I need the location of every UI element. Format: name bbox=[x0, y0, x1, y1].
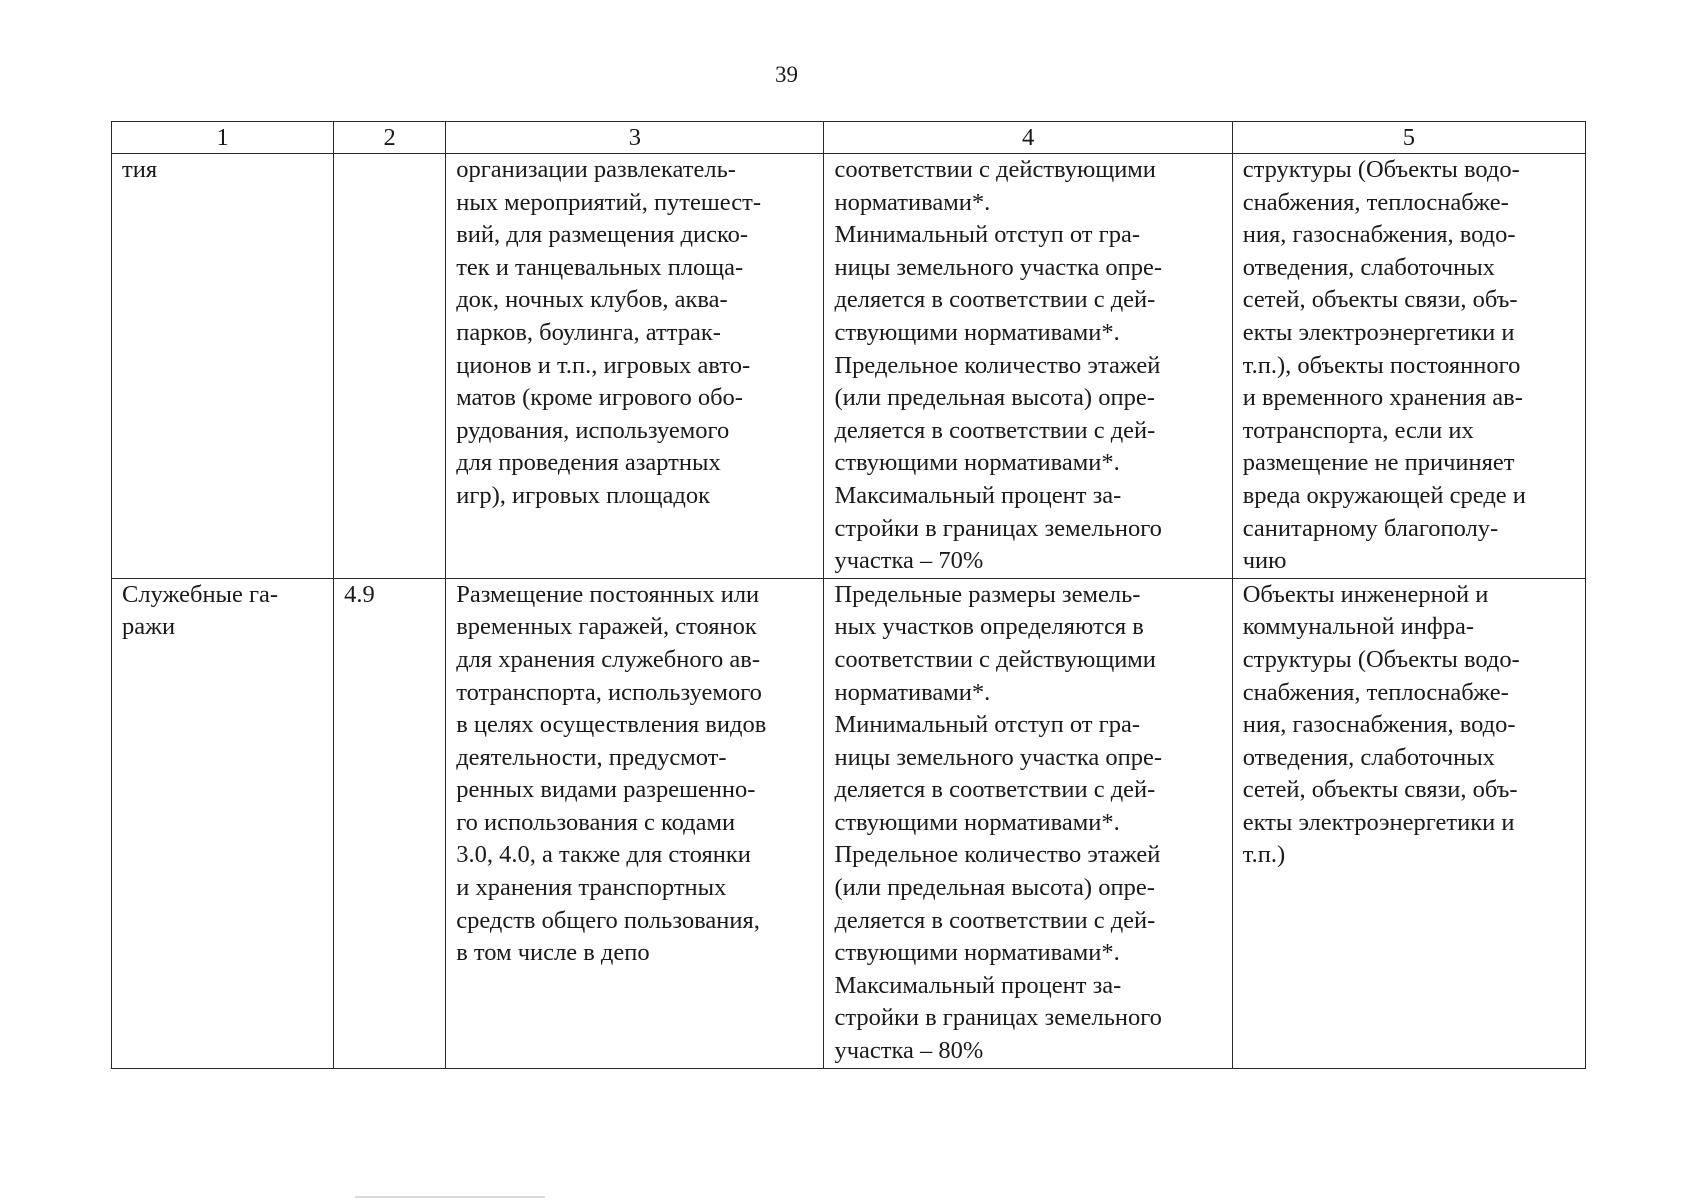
cell-line: Служебные га- bbox=[122, 580, 279, 608]
cell-line: средств общего пользования, bbox=[456, 906, 760, 934]
cell-line: деляется в соответствии с дей- bbox=[834, 416, 1156, 444]
column-header-1: 1 bbox=[112, 122, 334, 154]
cell-line: ционов и т.п., игровых авто- bbox=[456, 351, 751, 379]
column-header-4: 4 bbox=[824, 122, 1232, 154]
cell-line: тотранспорта, если их bbox=[1242, 416, 1474, 444]
cell-line: деляется в соответствии с дей- bbox=[834, 776, 1156, 804]
cell-line: ницы земельного участка опре- bbox=[834, 743, 1163, 771]
cell-line: Размещение постоянных или bbox=[456, 580, 760, 608]
cell-line: отведения, слаботочных bbox=[1242, 253, 1495, 281]
cell-line: и временного хранения ав- bbox=[1242, 384, 1523, 412]
cell-line: ния, газоснабжения, водо- bbox=[1242, 221, 1516, 249]
column-header-5: 5 bbox=[1232, 122, 1585, 154]
cell-line: Максимальный процент за- bbox=[834, 481, 1122, 509]
cell-line: снабжения, теплоснабже- bbox=[1242, 188, 1509, 216]
column-header-2: 2 bbox=[334, 122, 446, 154]
cell-line: стройки в границах земельного bbox=[834, 514, 1162, 542]
cell-line: 4.9 bbox=[344, 580, 375, 608]
cell-line: ражи bbox=[122, 613, 176, 641]
cell-line: Объекты инженерной и bbox=[1242, 580, 1489, 608]
cell-line: снабжения, теплоснабже- bbox=[1242, 678, 1509, 706]
cell-line: Минимальный отступ от гра- bbox=[834, 221, 1140, 249]
cell-line: го использования с кодами bbox=[456, 808, 736, 836]
cell-line: санитарному благополу- bbox=[1242, 514, 1499, 542]
cell-line: стройки в границах земельного bbox=[834, 1004, 1162, 1032]
parameters-cell bbox=[824, 154, 1232, 579]
table-row bbox=[112, 154, 1586, 579]
cell-line: Минимальный отступ от гра- bbox=[834, 711, 1140, 739]
cell-line: (или предельная высота) опре- bbox=[834, 874, 1155, 902]
land-use-type-cell bbox=[112, 578, 334, 1068]
cell-line: и хранения транспортных bbox=[456, 874, 727, 902]
cell-line: рудования, используемого bbox=[456, 416, 730, 444]
cell-line: док, ночных клубов, аква- bbox=[456, 286, 728, 314]
zoning-table bbox=[111, 121, 1586, 1069]
cell-line: тотранспорта, используемого bbox=[456, 678, 762, 706]
auxiliary-uses-cell bbox=[1232, 578, 1585, 1068]
code-cell bbox=[334, 578, 446, 1068]
description-cell bbox=[446, 578, 824, 1068]
description-cell bbox=[446, 154, 824, 579]
land-use-type-cell bbox=[112, 154, 334, 579]
cell-line: размещение не причиняет bbox=[1242, 449, 1515, 477]
cell-line: т.п.), объекты постоянного bbox=[1242, 351, 1521, 379]
cell-line: Предельное количество этажей bbox=[834, 841, 1161, 869]
cell-line: ных участков определяются в bbox=[834, 613, 1144, 641]
cell-line: Предельные размеры земель- bbox=[834, 580, 1141, 608]
cell-line: ствующими нормативами*. bbox=[834, 318, 1120, 346]
cell-line: парков, боулинга, аттрак- bbox=[456, 318, 721, 346]
cell-line: ницы земельного участка опре- bbox=[834, 253, 1163, 281]
cell-line: игр), игровых площадок bbox=[456, 481, 711, 509]
cell-line: Предельное количество этажей bbox=[834, 351, 1161, 379]
cell-line: ствующими нормативами*. bbox=[834, 939, 1120, 967]
cell-line: ния, газоснабжения, водо- bbox=[1242, 711, 1516, 739]
page-number: 39 bbox=[775, 62, 798, 87]
cell-line: ренных видами разрешенно- bbox=[456, 776, 756, 804]
cell-line: организации развлекатель- bbox=[456, 156, 736, 183]
cell-line: (или предельная высота) опре- bbox=[834, 384, 1155, 412]
cell-line: чию bbox=[1242, 547, 1287, 575]
cell-line: участка – 80% bbox=[834, 1037, 984, 1065]
cell-line: тек и танцевальных площа- bbox=[456, 253, 744, 281]
cell-line: Максимальный процент за- bbox=[834, 971, 1122, 999]
table-row bbox=[112, 578, 1586, 1068]
cell-line: ных мероприятий, путешест- bbox=[456, 188, 761, 216]
cell-line: коммунальной инфра- bbox=[1242, 613, 1474, 641]
cell-line: тия bbox=[122, 156, 158, 183]
cell-line: вреда окружающей среде и bbox=[1242, 481, 1526, 509]
cell-line: в том числе в депо bbox=[456, 939, 650, 967]
cell-line: вий, для размещения диско- bbox=[456, 221, 749, 249]
cell-line: временных гаражей, стоянок bbox=[456, 613, 757, 641]
cell-line: сетей, объекты связи, объ- bbox=[1242, 776, 1518, 804]
cell-line: деляется в соответствии с дей- bbox=[834, 286, 1156, 314]
cell-line: деятельности, предусмот- bbox=[456, 743, 727, 771]
cell-line: т.п.) bbox=[1242, 841, 1286, 869]
table-header-row bbox=[112, 122, 1586, 154]
cell-line: 3.0, 4.0, а также для стоянки bbox=[456, 841, 751, 869]
cell-line: структуры (Объекты водо- bbox=[1242, 156, 1520, 183]
cell-line: соответствии с действующими bbox=[834, 645, 1156, 673]
cell-line: сетей, объекты связи, объ- bbox=[1242, 286, 1518, 314]
parameters-cell bbox=[824, 578, 1232, 1068]
cell-line: нормативами*. bbox=[834, 188, 991, 216]
cell-line: в целях осуществления видов bbox=[456, 711, 767, 739]
cell-line: для проведения азартных bbox=[456, 449, 721, 477]
cell-line: нормативами*. bbox=[834, 678, 991, 706]
cell-line: для хранения служебного ав- bbox=[456, 645, 761, 673]
cell-line: соответствии с действующими bbox=[834, 156, 1156, 183]
column-header-3: 3 bbox=[446, 122, 824, 154]
cell-line: ствующими нормативами*. bbox=[834, 808, 1120, 836]
cell-line: структуры (Объекты водо- bbox=[1242, 645, 1520, 673]
cell-line: матов (кроме игрового обо- bbox=[456, 384, 743, 412]
code-cell bbox=[334, 154, 446, 579]
cell-line: деляется в соответствии с дей- bbox=[834, 906, 1156, 934]
cell-line: участка – 70% bbox=[834, 547, 984, 575]
cell-line: екты электроэнергетики и bbox=[1242, 808, 1515, 836]
cell-line: екты электроэнергетики и bbox=[1242, 318, 1515, 346]
auxiliary-uses-cell bbox=[1232, 154, 1585, 579]
cell-line: ствующими нормативами*. bbox=[834, 449, 1120, 477]
scan-artifact-line bbox=[355, 1196, 545, 1198]
cell-line: отведения, слаботочных bbox=[1242, 743, 1495, 771]
